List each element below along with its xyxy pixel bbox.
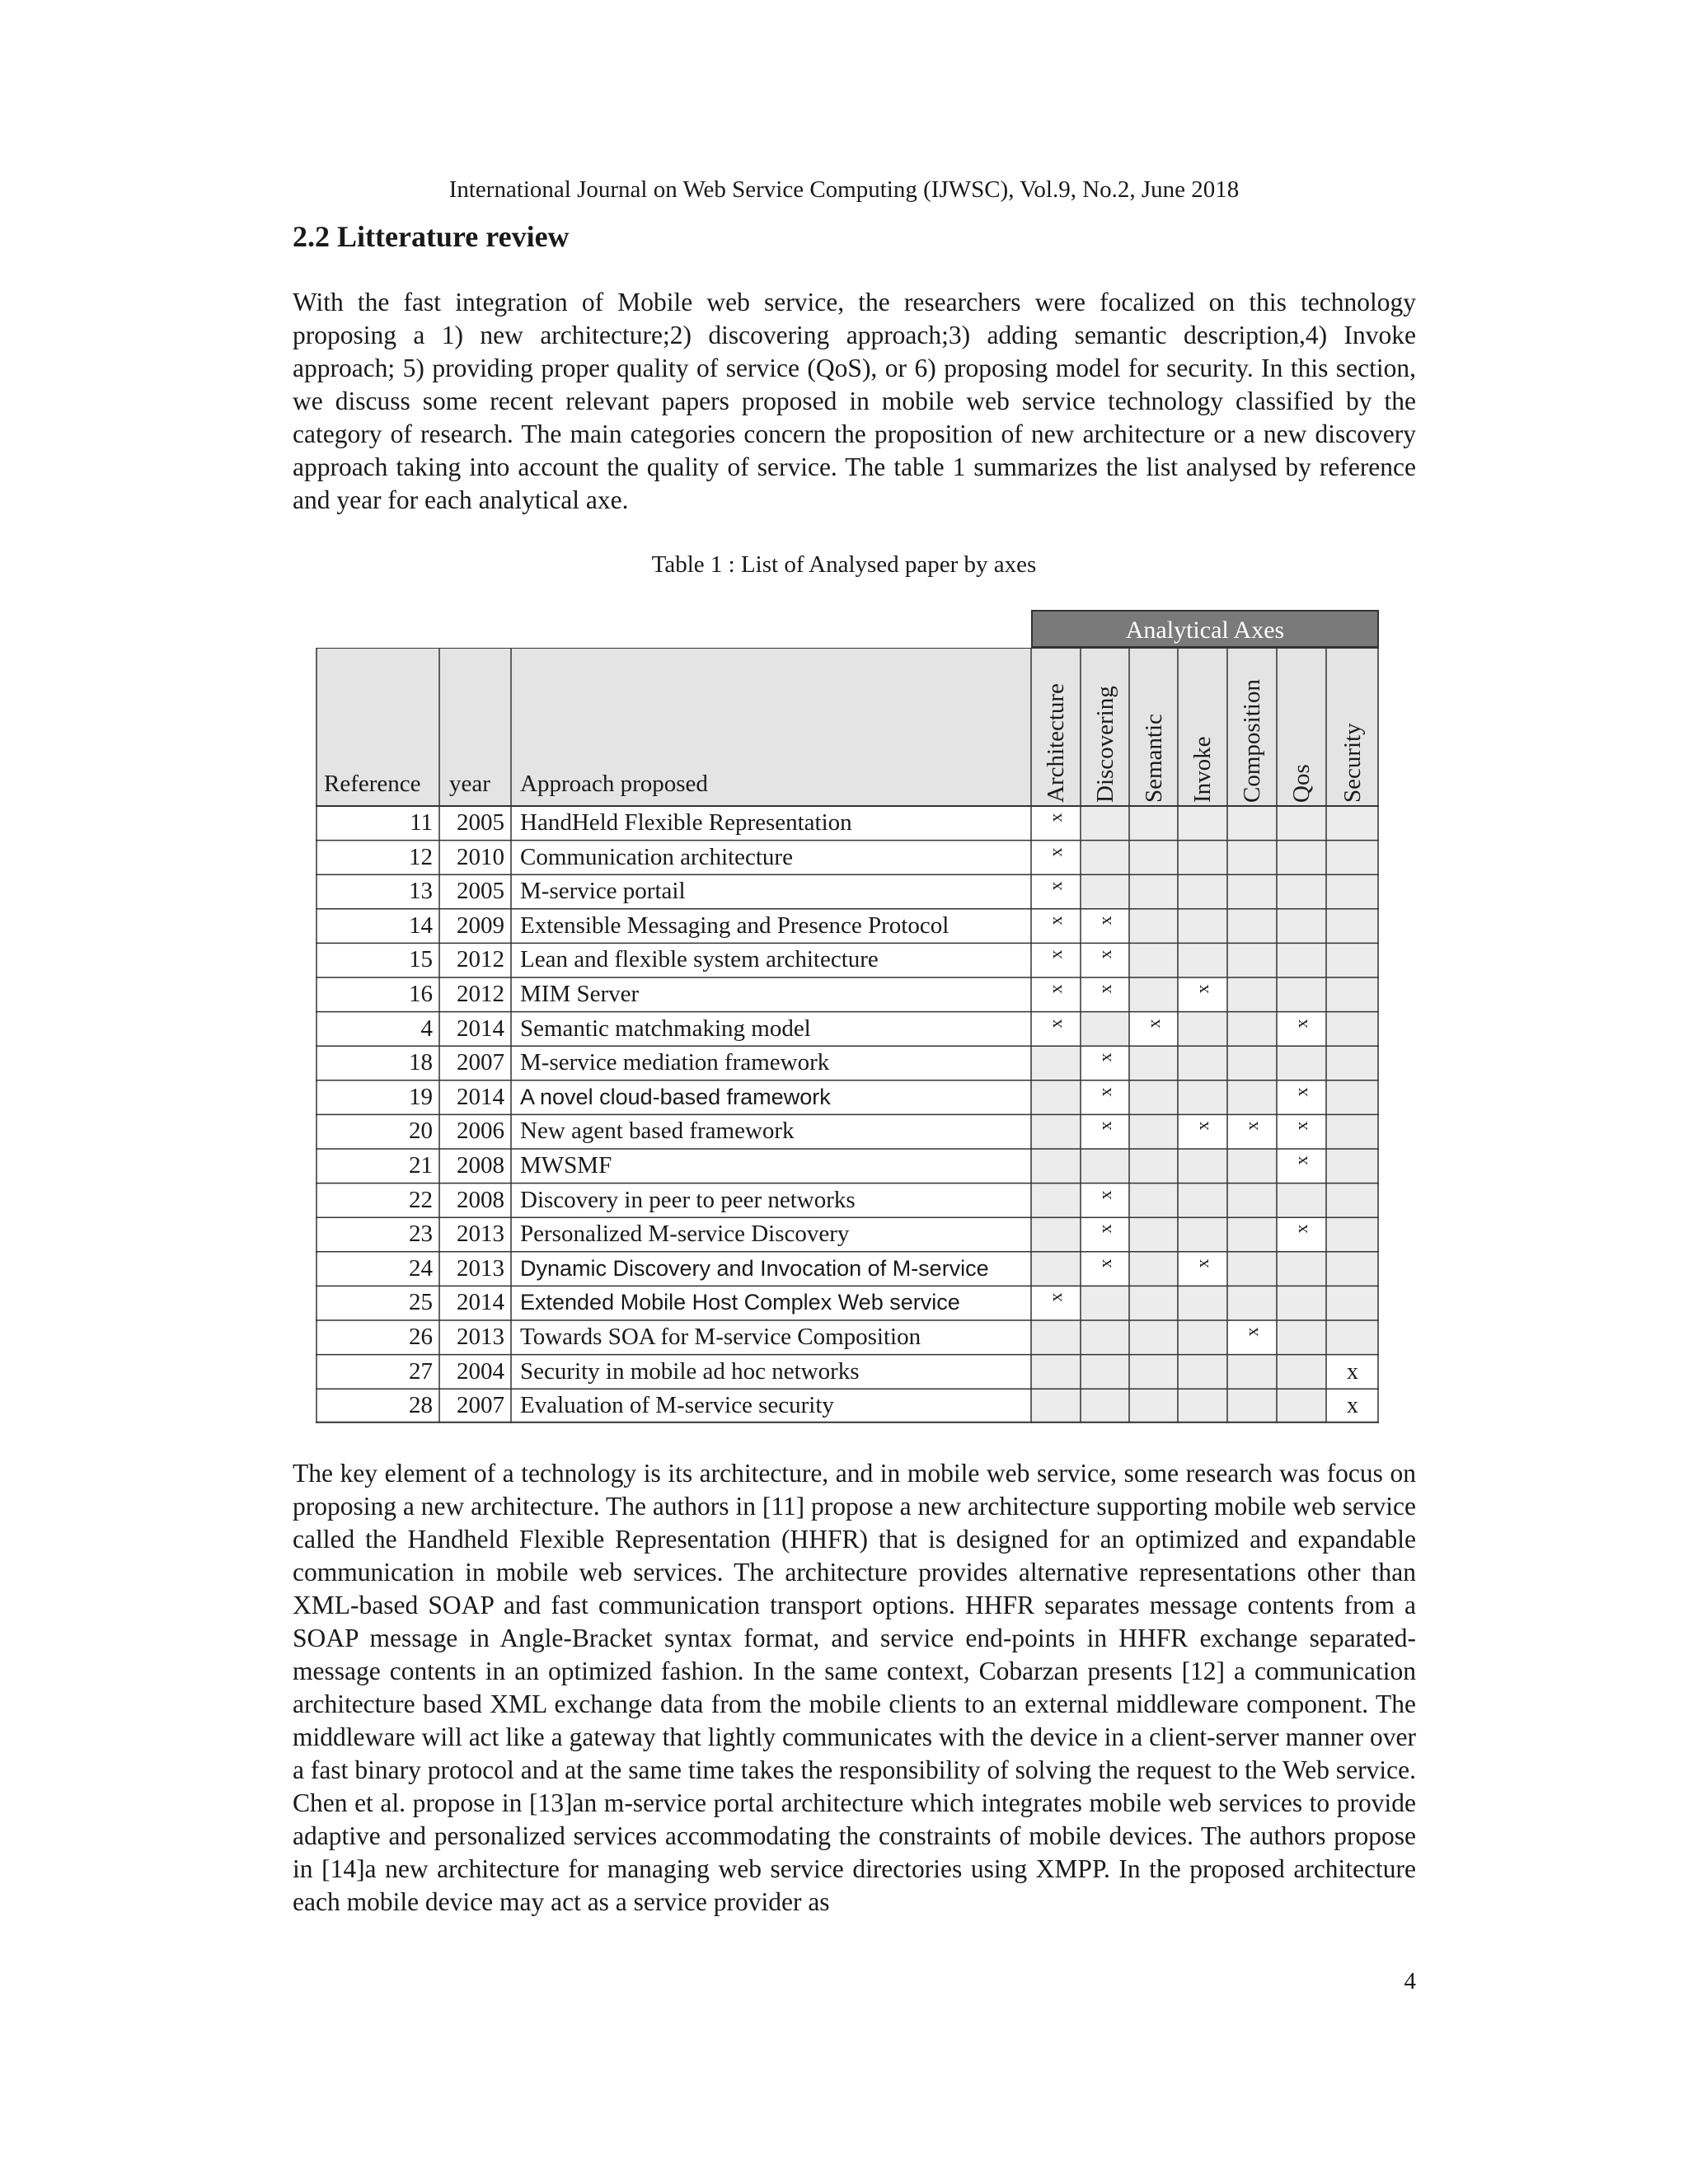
cell-approach: Extensible Messaging and Presence Protocol <box>520 912 950 939</box>
empty-axis-cell <box>1277 1286 1326 1320</box>
empty-axis-cell <box>1326 874 1379 909</box>
empty-axis-cell <box>1277 943 1326 977</box>
analytical-axes-header: Analytical Axes <box>1031 610 1379 648</box>
empty-axis-cell <box>1326 806 1379 841</box>
empty-axis-cell <box>1227 1286 1277 1320</box>
empty-axis-cell <box>1227 1012 1277 1047</box>
empty-axis-cell <box>1129 1286 1178 1320</box>
section-title: 2.2 Litterature review <box>293 220 570 253</box>
intro-paragraph: With the fast integration of Mobile web service, the researchers were focalized on this technology proposing a 1) new architecture;2) discovering approach;3) adding semantic description,4) Invoke approach; 5) providing proper quality of service (QoS), or 6) proposing model for security. In this section, we discuss some recent relevant papers proposed in mobile web service technology classified by the category of research. The main categories concern the proposition of new architecture or a new discovery approach taking into account the quality of service. The table 1 summarizes the list analysed by reference and year for each analytical axe. <box>293 288 1416 514</box>
axis-header-composition: Composition <box>1239 679 1265 803</box>
approach-column-header: Approach proposed <box>520 771 708 797</box>
mark-discovering: x <box>1094 916 1115 926</box>
empty-axis-cell <box>1178 909 1227 944</box>
empty-axis-cell <box>1178 806 1227 841</box>
cell-reference: 11 <box>410 809 433 836</box>
mark-semantic: x <box>1142 1019 1164 1029</box>
mark-security: x <box>1347 1358 1358 1385</box>
empty-axis-cell <box>1081 1286 1129 1320</box>
cell-approach: Discovery in peer to peer networks <box>520 1186 856 1213</box>
empty-axis-cell <box>1031 1252 1081 1286</box>
mark-qos: x <box>1291 1155 1311 1165</box>
empty-axis-cell <box>1178 1217 1227 1252</box>
cell-approach: MIM Server <box>520 981 640 1007</box>
empty-axis-cell <box>1031 1183 1081 1218</box>
empty-axis-cell <box>1227 1355 1277 1390</box>
cell-approach: Evaluation of M-service security <box>520 1392 834 1419</box>
body-paragraph: The key element of a technology is its architecture, and in mobile web service, some research was focus on proposing a new architecture. The authors in [11] propose a new architecture supporting mobile web service called the Handheld Flexible Representation (HHFR) that is designed for an optimized and expandable communication in mobile web services. The architecture provides alternative representations other than XML-based SOAP and fast communication transport options. HHFR separates message contents from a SOAP message in Angle-Bracket syntax format, and service end-points in HHFR exchange separated-message contents in an optimized fashion. In the same context, Cobarzan presents [12] a communication architecture based XML exchange data from the mobile clients to an external middleware component. The middleware will act like a gateway that lightly communicates with the device in a client-server manner over a fast binary protocol and at the same time takes the responsibility of solving the request to the Web service. Chen et al. propose in [13]an m-service portal architecture which integrates mobile web services to provide adaptive and personalized services accommodating the constraints of mobile devices. The authors propose in [14]a new architecture for managing web service directories using XMPP. In the proposed architecture each mobile device may act as a service provider as <box>293 1459 1416 1916</box>
empty-axis-cell <box>1326 1149 1379 1183</box>
cell-year: 2007 <box>457 1049 504 1076</box>
mark-qos: x <box>1291 1019 1311 1029</box>
empty-axis-cell <box>1129 943 1178 977</box>
empty-axis-cell <box>1129 1217 1178 1252</box>
empty-axis-cell <box>1031 1080 1081 1115</box>
mark-discovering: x <box>1094 1224 1115 1234</box>
empty-axis-cell <box>1277 1389 1326 1423</box>
cell-approach: New agent based framework <box>520 1118 795 1145</box>
empty-axis-cell <box>1326 1080 1379 1115</box>
empty-axis-cell <box>1081 841 1129 875</box>
empty-axis-cell <box>1277 1046 1326 1080</box>
empty-axis-cell <box>1277 1183 1326 1218</box>
empty-axis-cell <box>1081 1149 1129 1183</box>
cell-reference: 20 <box>409 1118 433 1145</box>
axis-header-invoke: Invoke <box>1189 736 1216 803</box>
cell-year: 2004 <box>457 1357 504 1385</box>
empty-axis-cell <box>1081 1355 1129 1390</box>
empty-axis-cell <box>1081 1320 1129 1355</box>
mark-qos: x <box>1291 1121 1311 1131</box>
empty-axis-cell <box>1326 1114 1379 1149</box>
cell-year: 2013 <box>457 1254 504 1282</box>
cell-approach: Towards SOA for M-service Composition <box>520 1324 921 1350</box>
empty-axis-cell <box>1129 841 1178 875</box>
empty-axis-cell <box>1326 841 1379 875</box>
empty-axis-cell <box>1326 1183 1379 1218</box>
empty-axis-cell <box>1129 1080 1178 1115</box>
mark-qos: x <box>1291 1087 1311 1097</box>
cell-year: 2005 <box>457 878 504 905</box>
cell-approach: Extended Mobile Host Complex Web service <box>520 1290 960 1315</box>
cell-approach: Personalized M-service Discovery <box>520 1221 850 1248</box>
cell-year: 2012 <box>457 981 504 1007</box>
mark-architecture: x <box>1045 1292 1066 1302</box>
empty-axis-cell <box>1129 909 1178 944</box>
empty-axis-cell <box>1129 1252 1178 1286</box>
empty-axis-cell <box>1031 1114 1081 1149</box>
cell-year: 2007 <box>457 1392 504 1419</box>
mark-architecture: x <box>1045 984 1066 994</box>
empty-axis-cell <box>1031 1046 1081 1080</box>
cell-year: 2014 <box>457 1083 504 1110</box>
empty-axis-cell <box>1129 1149 1178 1183</box>
axis-header-qos: Qos <box>1288 764 1315 803</box>
empty-axis-cell <box>1178 1183 1227 1218</box>
cell-reference: 22 <box>409 1186 433 1213</box>
empty-axis-cell <box>1178 1286 1227 1320</box>
empty-axis-cell <box>1178 1080 1227 1115</box>
cell-year: 2014 <box>457 1015 504 1042</box>
cell-year: 2005 <box>457 809 504 836</box>
mark-composition: x <box>1241 1327 1262 1337</box>
cell-approach: M-service mediation framework <box>520 1049 830 1076</box>
cell-reference: 27 <box>409 1357 433 1385</box>
cell-reference: 16 <box>409 981 433 1007</box>
empty-axis-cell <box>1031 1389 1081 1423</box>
empty-axis-cell <box>1178 1012 1227 1047</box>
mark-discovering: x <box>1094 1052 1115 1062</box>
empty-axis-cell <box>1227 841 1277 875</box>
mark-discovering: x <box>1094 984 1115 994</box>
empty-axis-cell <box>1227 1046 1277 1080</box>
cell-reference: 18 <box>409 1049 433 1076</box>
axis-header-semantic: Semantic <box>1140 714 1167 803</box>
empty-axis-cell <box>1326 909 1379 944</box>
mark-architecture: x <box>1045 916 1066 926</box>
running-header: International Journal on Web Service Computing (IJWSC), Vol.9, No.2, June 2018 <box>448 176 1240 203</box>
empty-axis-cell <box>1129 806 1178 841</box>
empty-axis-cell <box>1277 806 1326 841</box>
empty-axis-cell <box>1277 1355 1326 1390</box>
empty-axis-cell <box>1227 1183 1277 1218</box>
mark-security: x <box>1347 1393 1358 1419</box>
empty-axis-cell <box>1227 909 1277 944</box>
empty-axis-cell <box>1081 874 1129 909</box>
mark-invoke: x <box>1192 1258 1212 1268</box>
empty-axis-cell <box>1129 977 1178 1012</box>
empty-axis-cell <box>1178 1149 1227 1183</box>
empty-axis-cell <box>1129 1320 1178 1355</box>
cell-year: 2006 <box>457 1118 504 1145</box>
cell-approach: M-service portail <box>520 878 686 905</box>
cell-reference: 4 <box>420 1015 433 1042</box>
empty-axis-cell <box>1326 1252 1379 1286</box>
empty-axis-cell <box>1129 874 1178 909</box>
cell-approach: Dynamic Discovery and Invocation of M-service <box>520 1255 989 1281</box>
empty-axis-cell <box>1129 1355 1178 1390</box>
cell-year: 2010 <box>457 843 504 870</box>
cell-approach: Communication architecture <box>520 843 793 870</box>
cell-approach: MWSMF <box>520 1152 612 1179</box>
empty-axis-cell <box>1277 1320 1326 1355</box>
empty-axis-cell <box>1031 1149 1081 1183</box>
mark-architecture: x <box>1045 1019 1066 1029</box>
empty-axis-cell <box>1326 1012 1379 1047</box>
empty-axis-cell <box>1227 1217 1277 1252</box>
empty-axis-cell <box>1227 806 1277 841</box>
cell-reference: 26 <box>409 1324 433 1350</box>
cell-approach: Lean and flexible system architecture <box>520 946 879 973</box>
mark-architecture: x <box>1045 881 1066 891</box>
mark-discovering: x <box>1094 1121 1115 1131</box>
empty-axis-cell <box>1277 874 1326 909</box>
empty-axis-cell <box>1326 1217 1379 1252</box>
cell-year: 2013 <box>457 1221 504 1248</box>
empty-axis-cell <box>1277 1252 1326 1286</box>
cell-year: 2008 <box>457 1186 504 1213</box>
empty-axis-cell <box>1326 1320 1379 1355</box>
empty-axis-cell <box>1227 874 1277 909</box>
cell-year: 2009 <box>457 912 504 939</box>
mark-qos: x <box>1291 1224 1311 1234</box>
cell-reference: 13 <box>409 878 433 905</box>
empty-axis-cell <box>1031 1355 1081 1390</box>
mark-architecture: x <box>1045 847 1066 857</box>
empty-axis-cell <box>1326 943 1379 977</box>
empty-axis-cell <box>1178 1389 1227 1423</box>
cell-year: 2008 <box>457 1152 504 1179</box>
empty-axis-cell <box>1178 1355 1227 1390</box>
empty-axis-cell <box>1178 1046 1227 1080</box>
empty-axis-cell <box>1081 806 1129 841</box>
axis-header-security: Security <box>1339 723 1366 803</box>
cell-reference: 21 <box>409 1152 433 1179</box>
empty-axis-cell <box>1326 1046 1379 1080</box>
axis-header-architecture: Architecture <box>1043 683 1069 803</box>
mark-architecture: x <box>1045 813 1066 823</box>
reference-column-header: Reference <box>324 771 421 797</box>
mark-discovering: x <box>1094 1258 1115 1268</box>
mark-composition: x <box>1241 1121 1262 1131</box>
cell-year: 2012 <box>457 946 504 973</box>
cell-year: 2014 <box>457 1289 504 1316</box>
empty-axis-cell <box>1326 1286 1379 1320</box>
analysed-papers-table <box>316 610 1379 1423</box>
mark-discovering: x <box>1094 1190 1115 1200</box>
empty-axis-cell <box>1277 841 1326 875</box>
cell-reference: 25 <box>409 1289 433 1316</box>
table-caption: Table 1 : List of Analysed paper by axes <box>651 551 1037 578</box>
empty-axis-cell <box>1178 841 1227 875</box>
empty-axis-cell <box>1227 1252 1277 1286</box>
empty-axis-cell <box>1326 977 1379 1012</box>
cell-reference: 28 <box>409 1392 433 1419</box>
mark-invoke: x <box>1192 1121 1212 1131</box>
cell-reference: 23 <box>409 1221 433 1248</box>
cell-approach: HandHeld Flexible Representation <box>520 809 852 836</box>
empty-axis-cell <box>1129 1114 1178 1149</box>
empty-axis-cell <box>1227 1389 1277 1423</box>
cell-approach: A novel cloud-based framework <box>520 1084 831 1109</box>
empty-axis-cell <box>1031 1320 1081 1355</box>
cell-approach: Security in mobile ad hoc networks <box>520 1357 860 1385</box>
axis-header-discovering: Discovering <box>1091 686 1118 803</box>
year-column-header: year <box>449 771 490 797</box>
mark-discovering: x <box>1094 1087 1115 1097</box>
empty-axis-cell <box>1178 874 1227 909</box>
cell-reference: 12 <box>409 843 433 870</box>
cell-year: 2013 <box>457 1324 504 1350</box>
empty-axis-cell <box>1227 1149 1277 1183</box>
empty-axis-cell <box>1031 1217 1081 1252</box>
empty-axis-cell <box>1227 977 1277 1012</box>
empty-axis-cell <box>1277 977 1326 1012</box>
page-number: 4 <box>1404 1968 1416 1994</box>
empty-axis-cell <box>1129 1183 1178 1218</box>
empty-axis-cell <box>1129 1389 1178 1423</box>
empty-axis-cell <box>1277 909 1326 944</box>
empty-axis-cell <box>1178 943 1227 977</box>
empty-axis-cell <box>1081 1012 1129 1047</box>
empty-axis-cell <box>1227 1080 1277 1115</box>
empty-axis-cell <box>1178 1320 1227 1355</box>
cell-reference: 15 <box>409 946 433 973</box>
mark-discovering: x <box>1094 949 1115 959</box>
mark-architecture: x <box>1045 949 1066 959</box>
cell-reference: 19 <box>409 1083 433 1110</box>
mark-invoke: x <box>1192 984 1212 994</box>
cell-reference: 14 <box>409 912 433 939</box>
cell-approach: Semantic matchmaking model <box>520 1015 811 1042</box>
empty-axis-cell <box>1129 1046 1178 1080</box>
cell-reference: 24 <box>409 1254 433 1282</box>
empty-axis-cell <box>1081 1389 1129 1423</box>
empty-axis-cell <box>1227 943 1277 977</box>
